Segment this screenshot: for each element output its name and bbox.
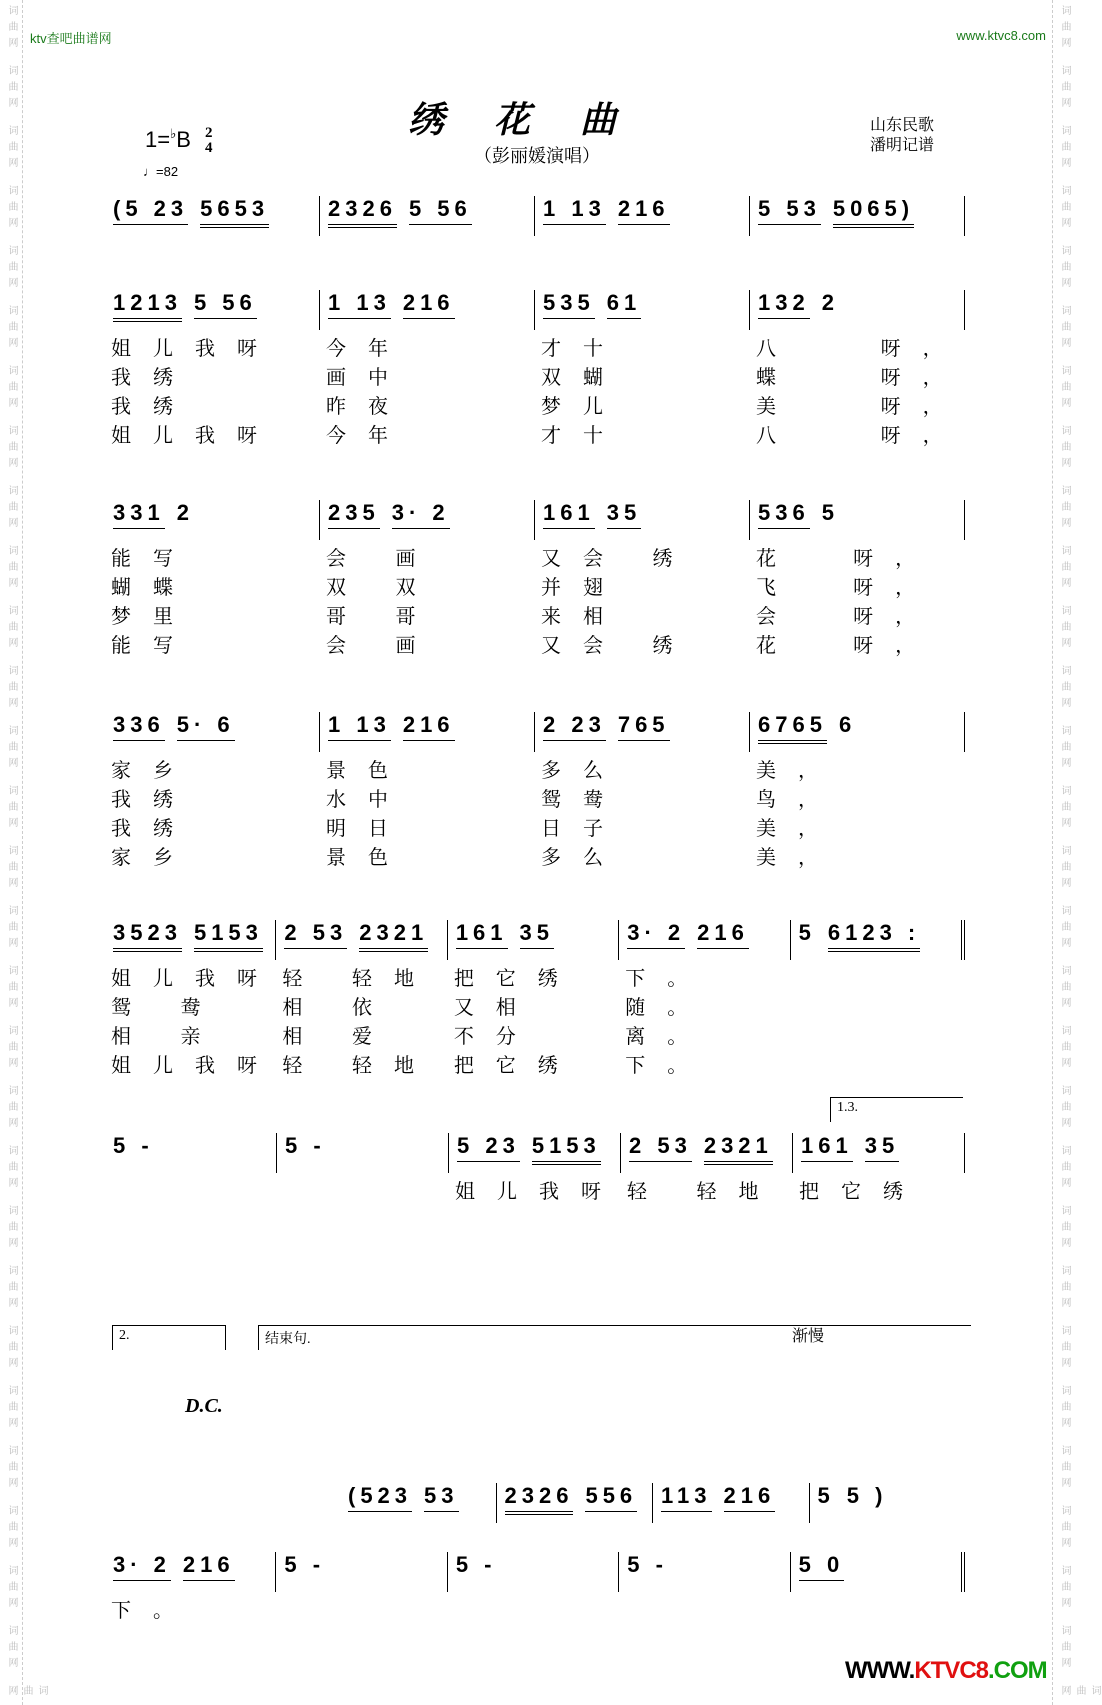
note-group: 765 xyxy=(618,712,670,741)
lyric-verse-3: 来相 xyxy=(541,606,625,628)
lyric-verse-2: 鸟， xyxy=(756,789,840,811)
note-group: 35 xyxy=(865,1133,899,1162)
lyric-verse-2: 画中 xyxy=(326,367,410,389)
note-group: 536 xyxy=(758,500,810,529)
lyric-verse-1: 花 呀， xyxy=(756,548,938,570)
credits xyxy=(870,116,934,156)
watermark-text: 词曲网 xyxy=(1059,1025,1070,1073)
measure xyxy=(618,920,789,1077)
lyric-verse-1: 轻 轻地 xyxy=(627,1181,781,1203)
lyric-verse-1: 景色 xyxy=(326,760,410,782)
lyric-verse-4: 美， xyxy=(756,847,840,869)
note-group: 161 xyxy=(801,1133,853,1162)
note-group: 2 xyxy=(821,290,839,315)
lyric-verse-4: 花 呀， xyxy=(756,635,938,657)
lyric-verse-2: 又相 xyxy=(453,997,538,1019)
lyric-verse-1: 姐儿我呀 xyxy=(111,968,279,990)
watermark-text: 词曲网 xyxy=(1059,1085,1070,1133)
measure xyxy=(319,290,534,447)
site-name: ktv查吧曲谱网 xyxy=(30,31,112,46)
note-group: 235 xyxy=(328,500,380,529)
watermark-text: 词曲网 xyxy=(1059,1445,1070,1493)
note-group: 1213 xyxy=(113,290,182,322)
lyric-verse-1: 才十 xyxy=(541,338,625,360)
note-group: 331 xyxy=(113,500,165,529)
lyric-verse-4: 轻 轻地 xyxy=(282,1055,436,1077)
watermark-text: 词曲网 xyxy=(1059,725,1070,773)
watermark-text: 词曲网 xyxy=(6,125,17,173)
lyric-verse-3: 美 呀， xyxy=(756,396,965,418)
note-group: 35 xyxy=(607,500,641,529)
measure xyxy=(534,196,749,236)
note-group: 216 xyxy=(403,290,455,319)
lyric-verse-4: 多么 xyxy=(541,847,625,869)
lyric-verse-2: 并翅 xyxy=(541,577,625,599)
note-group: (523 xyxy=(348,1483,412,1512)
lyric-verse-4: 会 画 xyxy=(326,635,438,657)
note-group: 1 13 xyxy=(328,712,391,741)
note-group: 5 xyxy=(798,920,816,945)
note-group: 216 xyxy=(618,196,670,225)
lyric-verse-1: 家乡 xyxy=(111,760,195,782)
measure xyxy=(447,1552,618,1592)
measure xyxy=(105,500,319,657)
watermark-text: 词曲网 xyxy=(1059,1385,1070,1433)
staff-system xyxy=(105,196,965,236)
note-group: 535 xyxy=(543,290,595,319)
note-group: 161 xyxy=(543,500,595,529)
lyric-verse-3: 美， xyxy=(756,818,840,840)
note-group: 3· 2 xyxy=(627,920,685,949)
watermark-text: 词曲网 xyxy=(6,1505,17,1553)
note-group: 5 0 xyxy=(799,1552,845,1581)
measure xyxy=(749,196,965,236)
lyric-verse-3: 昨夜 xyxy=(326,396,410,418)
transcriber: 潘明记谱 xyxy=(870,137,935,154)
measure xyxy=(105,920,279,1077)
note-group: 2 23 xyxy=(543,712,606,741)
ritardando-mark: 渐慢 xyxy=(792,1328,825,1345)
note-group: 5· 6 xyxy=(177,712,235,741)
lyric-verse-4: 八 呀， xyxy=(756,425,965,447)
watermark-text: 词曲网 xyxy=(1059,1625,1070,1673)
lyric-verse-1: 又会 绣 xyxy=(541,548,695,570)
flat-sign: ♭ xyxy=(170,126,177,141)
watermark-text: 词曲网 xyxy=(6,665,17,713)
watermark-text: 词曲网 xyxy=(6,785,17,833)
watermark-text: 词曲网 xyxy=(1059,65,1070,113)
measure xyxy=(790,1552,965,1592)
lyric-verse-3: 不分 xyxy=(453,1026,538,1048)
watermark-text: 词曲网 xyxy=(1059,965,1070,1013)
note-group: 216 xyxy=(697,920,749,949)
note-group: 5 xyxy=(817,1483,835,1508)
note-group: 6123 : xyxy=(828,920,920,952)
watermark-text: 词曲网 xyxy=(6,1625,17,1673)
lyric-verse-1: 下。 xyxy=(625,968,710,990)
lyric-verse-2: 飞 呀， xyxy=(756,577,938,599)
lyric-verse-4: 姐儿我呀 xyxy=(111,425,279,447)
measure xyxy=(340,1483,496,1523)
lyric-verse-4: 下。 xyxy=(625,1055,710,1077)
watermark-text: 词曲网 xyxy=(1059,665,1070,713)
note-group: 5153 xyxy=(532,1133,601,1165)
lyric-verse-3: 我绣 xyxy=(111,396,195,418)
watermark-text: 词曲网 xyxy=(6,1565,17,1613)
watermark-text: 词曲网 xyxy=(1059,1505,1070,1553)
logo-www: WWW. xyxy=(845,1657,915,1684)
lyric-verse-2: 鸳鸯 xyxy=(541,789,625,811)
note-group: 132 xyxy=(758,290,810,319)
lyric-verse-1: 多么 xyxy=(541,760,625,782)
watermark-text: 词曲网 xyxy=(1059,1205,1070,1253)
lyric-verse-4: 又会 绣 xyxy=(541,635,695,657)
measure xyxy=(496,1483,653,1523)
note-group: 3· 2 xyxy=(113,1552,171,1581)
staff-system xyxy=(105,1133,965,1203)
watermark-text: 词曲网 xyxy=(6,725,17,773)
measure xyxy=(809,1483,966,1523)
note-group: 2 53 xyxy=(284,920,347,949)
note-group: 5653 xyxy=(200,196,269,228)
lyric-verse-1: 今年 xyxy=(326,338,410,360)
lyric-verse-1: 八 呀， xyxy=(756,338,965,360)
lyric-verse-1: 姐儿我呀 xyxy=(455,1181,623,1203)
watermark-text: 词曲网 xyxy=(1059,5,1070,53)
note-group: 6 xyxy=(838,712,857,737)
lyric-verse-1: 把它绣 xyxy=(799,1181,925,1203)
watermark-text: 词曲网 xyxy=(1059,365,1070,413)
lyric-verse-3: 日子 xyxy=(541,818,625,840)
origin: 山东民歌 xyxy=(870,117,935,134)
lyric-verse-2: 水中 xyxy=(326,789,410,811)
singer: （彭丽媛演唱） xyxy=(474,146,600,166)
staff-system xyxy=(105,920,965,1077)
measure xyxy=(749,712,965,869)
watermark-text: 词曲网 xyxy=(1059,1565,1070,1613)
note-group: 161 xyxy=(456,920,508,949)
right-watermark-strip xyxy=(1052,0,1100,1705)
measure xyxy=(105,290,319,447)
note-group: 216 xyxy=(183,1552,235,1581)
lyric-verse-1: 下。 xyxy=(111,1600,195,1622)
note-group: 5 23 xyxy=(457,1133,520,1162)
measure xyxy=(319,712,534,869)
lyric-verse-4: 能写 xyxy=(111,635,195,657)
watermark-text: 词曲网 xyxy=(1059,425,1070,473)
watermark-text: 词曲网 xyxy=(6,425,17,473)
logo-com: .COM xyxy=(988,1657,1047,1684)
measure xyxy=(447,920,618,1077)
watermark-text: 词曲网 xyxy=(6,65,17,113)
lyric-verse-2: 双 双 xyxy=(326,577,438,599)
note-group: 3523 xyxy=(113,920,182,952)
key-prefix: 1= xyxy=(145,126,171,152)
measure xyxy=(319,500,534,657)
note-group: 113 xyxy=(661,1483,712,1512)
note-group: 5 xyxy=(821,500,839,525)
watermark-text: 词曲网 xyxy=(1059,845,1070,893)
note-group: 6765 xyxy=(758,712,827,744)
volta-2: 2. xyxy=(112,1325,226,1350)
measure xyxy=(275,920,446,1077)
lyric-verse-2: 随。 xyxy=(625,997,710,1019)
staff-system xyxy=(105,1552,965,1622)
watermark-text: 词曲网 xyxy=(6,305,17,353)
lyric-verse-1: 轻 轻地 xyxy=(282,968,436,990)
key-note: B xyxy=(176,126,191,152)
watermark-text: 词曲网 xyxy=(6,1025,17,1073)
measure xyxy=(319,196,534,236)
watermark-text: 词曲网 xyxy=(6,185,17,233)
note-group: 336 xyxy=(113,712,165,741)
measure xyxy=(620,1133,792,1203)
lyric-verse-3: 离。 xyxy=(625,1026,710,1048)
note-group: 2326 xyxy=(328,196,397,228)
measure xyxy=(105,712,319,869)
ending-phrase-label: 结束句. xyxy=(258,1325,971,1350)
da-capo-mark: D.C. xyxy=(185,1395,223,1417)
note-group: 5 - xyxy=(285,1133,326,1158)
watermark-text: 词曲网 xyxy=(6,1445,17,1493)
lyric-verse-4: 家乡 xyxy=(111,847,195,869)
time-signature xyxy=(205,126,213,156)
measure xyxy=(105,196,319,236)
note-group: 1 13 xyxy=(543,196,606,225)
measure xyxy=(618,1552,789,1592)
note-group: 2321 xyxy=(359,920,428,952)
lyric-verse-3: 会 呀， xyxy=(756,606,938,628)
lyric-verse-2: 相 依 xyxy=(282,997,394,1019)
tempo: ♩=82 xyxy=(143,164,179,179)
lyric-verse-4: 景色 xyxy=(326,847,410,869)
lyric-verse-1: 会 画 xyxy=(326,548,438,570)
watermark-text: 词曲网 xyxy=(6,5,17,53)
note-group: 2321 xyxy=(704,1133,773,1165)
watermark-text: 词曲网 xyxy=(6,365,17,413)
watermark-text: 词曲网 xyxy=(6,905,17,953)
note-group: 5 ) xyxy=(846,1483,888,1508)
note-group: 3· 2 xyxy=(392,500,450,529)
watermark-text: 词曲网 xyxy=(6,845,17,893)
lyric-verse-4: 把它绣 xyxy=(453,1055,580,1077)
note-group: 53 xyxy=(424,1483,458,1512)
time-top: 2 xyxy=(205,125,213,141)
note-group: 5 53 xyxy=(758,196,821,225)
lyric-verse-1: 姐儿我呀 xyxy=(111,338,279,360)
note-group: 61 xyxy=(607,290,641,319)
lyric-verse-1: 能写 xyxy=(111,548,195,570)
measure xyxy=(275,1552,446,1592)
lyric-verse-1: 把它绣 xyxy=(453,968,580,990)
watermark-text: 词曲网 xyxy=(1059,305,1070,353)
watermark-text: 词曲网 xyxy=(1059,485,1070,533)
measure xyxy=(749,500,965,657)
watermark-text: 词曲网 xyxy=(6,1385,17,1433)
note-group: 5 - xyxy=(284,1552,326,1577)
watermark-text: 词曲网 xyxy=(1059,1325,1070,1373)
lyric-verse-2: 蝴蝶 xyxy=(111,577,195,599)
watermark-text: 词曲网 xyxy=(6,245,17,293)
watermark-text: 词曲网 xyxy=(1059,1145,1070,1193)
logo-ktv: KTVC8 xyxy=(914,1657,988,1684)
note-group: 2326 xyxy=(505,1483,574,1515)
lyric-verse-2: 我绣 xyxy=(111,789,195,811)
note-group: 2 xyxy=(176,500,194,525)
watermark-text: 词曲网 xyxy=(6,485,17,533)
watermark-text: 词曲网 xyxy=(1059,125,1070,173)
watermark-text: 词曲网 xyxy=(6,545,17,593)
note-group: 5 - xyxy=(113,1133,154,1158)
site-url: www.ktvc8.com xyxy=(956,28,1046,43)
watermark-text: 词曲网 xyxy=(6,965,17,1013)
note-group: 5 56 xyxy=(194,290,257,319)
watermark-text: 词曲网 xyxy=(1059,185,1070,233)
lyric-verse-3: 梦儿 xyxy=(541,396,625,418)
measure xyxy=(534,500,749,657)
measure xyxy=(790,920,965,960)
note-group: 1 13 xyxy=(328,290,391,319)
watermark-text: 词曲网 xyxy=(1059,605,1070,653)
watermark-text: 词曲网 xyxy=(6,1145,17,1193)
watermark-text: 词曲网 xyxy=(1059,1265,1070,1313)
lyric-verse-2: 鸳 鸯 xyxy=(111,997,223,1019)
watermark-text: 词曲网 xyxy=(1059,1685,1100,1701)
watermark-text: 词曲网 xyxy=(6,1325,17,1373)
site-logo xyxy=(845,1657,1047,1685)
lyric-verse-4: 姐儿我呀 xyxy=(111,1055,279,1077)
note-group: 216 xyxy=(403,712,455,741)
staff-system xyxy=(340,1483,965,1523)
lyric-verse-3: 哥 哥 xyxy=(326,606,438,628)
lyric-verse-2: 双蝴 xyxy=(541,367,625,389)
watermark-text: 词曲网 xyxy=(6,1685,47,1701)
watermark-text: 词曲网 xyxy=(1059,245,1070,293)
lyric-verse-2: 我绣 xyxy=(111,367,195,389)
watermark-text: 词曲网 xyxy=(6,1265,17,1313)
measure xyxy=(792,1133,965,1203)
lyric-verse-4: 今年 xyxy=(326,425,410,447)
time-bottom: 4 xyxy=(205,140,213,156)
lyric-verse-2: 蝶 呀， xyxy=(756,367,965,389)
note-group: 5153 xyxy=(194,920,263,952)
left-watermark-strip xyxy=(0,0,47,1705)
measure xyxy=(105,1133,276,1173)
watermark-text: 词曲网 xyxy=(6,605,17,653)
measure xyxy=(652,1483,809,1523)
note-group: 556 xyxy=(585,1483,637,1512)
measure xyxy=(534,290,749,447)
note-group: 5 56 xyxy=(409,196,472,225)
lyric-verse-3: 相 亲 xyxy=(111,1026,223,1048)
lyric-verse-1: 美， xyxy=(756,760,840,782)
note-group: 2 53 xyxy=(629,1133,692,1162)
lyric-verse-3: 相 爱 xyxy=(282,1026,394,1048)
note-group: 5065) xyxy=(833,196,914,228)
note-group: 216 xyxy=(724,1483,776,1512)
note-group: 5 - xyxy=(455,1552,497,1577)
measure xyxy=(534,712,749,869)
watermark-text: 词曲网 xyxy=(1059,545,1070,593)
watermark-text: 词曲网 xyxy=(1059,785,1070,833)
measure xyxy=(105,1552,275,1622)
watermark-text: 词曲网 xyxy=(6,1205,17,1253)
lyric-verse-3: 明日 xyxy=(326,818,410,840)
measure xyxy=(276,1133,448,1173)
lyric-verse-4: 才十 xyxy=(541,425,625,447)
watermark-text: 词曲网 xyxy=(1059,905,1070,953)
measure xyxy=(448,1133,623,1203)
staff-system xyxy=(105,290,965,447)
volta-1-3: 1.3. xyxy=(830,1097,963,1122)
song-title: 绣花曲 xyxy=(407,99,666,141)
note-group: (5 23 xyxy=(113,196,188,225)
measure xyxy=(749,290,965,447)
staff-system xyxy=(105,500,965,657)
note-group: 35 xyxy=(520,920,554,949)
watermark-text: 词曲网 xyxy=(6,1085,17,1133)
key-signature xyxy=(145,126,213,156)
lyric-verse-3: 我绣 xyxy=(111,818,195,840)
lyric-verse-3: 梦里 xyxy=(111,606,195,628)
staff-system xyxy=(105,712,965,869)
note-group: 5 - xyxy=(627,1552,668,1577)
